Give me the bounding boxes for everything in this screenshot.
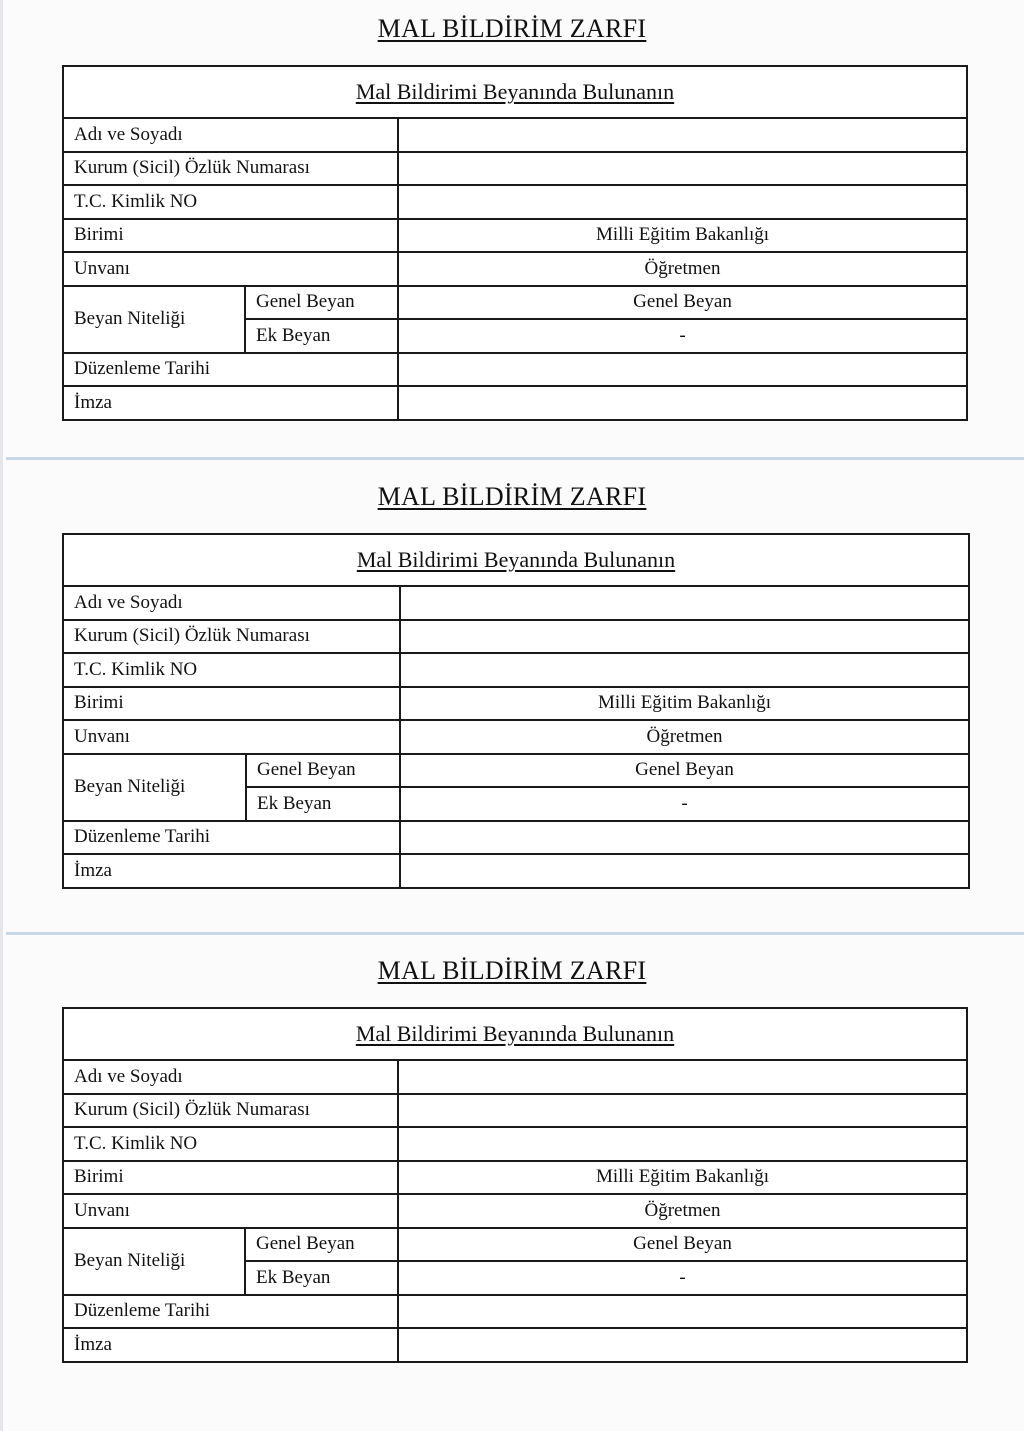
title-value: Öğretmen — [400, 720, 969, 754]
nature-label: Beyan Niteliği — [63, 754, 246, 821]
title-value: Öğretmen — [398, 252, 967, 286]
table-header: Mal Bildirimi Beyanında Bulunanın — [63, 534, 969, 586]
general-value: Genel Beyan — [398, 1228, 967, 1262]
declaration-table — [62, 65, 968, 421]
table-row — [63, 118, 967, 152]
unit-label: Birimi — [63, 1161, 398, 1195]
general-label: Genel Beyan — [246, 754, 400, 788]
title-value: Öğretmen — [398, 1194, 967, 1228]
header-row — [63, 1008, 967, 1060]
general-label: Genel Beyan — [245, 286, 398, 320]
table-row — [63, 286, 967, 320]
name-label: Adı ve Soyadı — [63, 1060, 398, 1094]
registry-label: Kurum (Sicil) Özlük Numarası — [63, 1094, 398, 1128]
table-row — [63, 1094, 967, 1128]
tc-label: T.C. Kimlik NO — [63, 185, 398, 219]
registry-value — [398, 1094, 967, 1128]
signature-value — [398, 1328, 967, 1362]
nature-label: Beyan Niteliği — [63, 286, 245, 353]
table-row — [63, 754, 969, 788]
table-row — [63, 1161, 967, 1195]
signature-label: İmza — [63, 854, 400, 888]
unit-value: Milli Eğitim Bakanlığı — [398, 219, 967, 253]
general-value: Genel Beyan — [398, 286, 967, 320]
table-row — [63, 152, 967, 186]
table-row — [63, 353, 967, 387]
name-value — [400, 586, 969, 620]
section-divider — [6, 932, 1024, 935]
name-label: Adı ve Soyadı — [63, 118, 398, 152]
unit-value: Milli Eğitim Bakanlığı — [398, 1161, 967, 1195]
envelope-title: MAL BİLDİRİM ZARFI — [377, 482, 647, 511]
registry-value — [398, 152, 967, 186]
extra-label: Ek Beyan — [245, 319, 398, 353]
table-header: Mal Bildirimi Beyanında Bulunanın — [63, 66, 967, 118]
section-divider — [6, 457, 1024, 460]
table-row — [63, 586, 969, 620]
title-label: Unvanı — [63, 252, 398, 286]
general-value: Genel Beyan — [400, 754, 969, 788]
table-row — [63, 854, 969, 888]
table-row — [63, 1060, 967, 1094]
table-row — [63, 252, 967, 286]
page-left-edge — [0, 0, 3, 1431]
extra-label: Ek Beyan — [245, 1261, 398, 1295]
extra-value: - — [398, 1261, 967, 1295]
title-label: Unvanı — [63, 1194, 398, 1228]
table-row — [63, 386, 967, 420]
name-value — [398, 1060, 967, 1094]
unit-label: Birimi — [63, 219, 398, 253]
name-label: Adı ve Soyadı — [63, 586, 400, 620]
registry-label: Kurum (Sicil) Özlük Numarası — [63, 152, 398, 186]
signature-label: İmza — [63, 1328, 398, 1362]
envelope-title: MAL BİLDİRİM ZARFI — [377, 956, 647, 985]
envelope-title: MAL BİLDİRİM ZARFI — [377, 14, 647, 43]
tc-value — [398, 185, 967, 219]
tc-value — [400, 653, 969, 687]
date-value — [398, 353, 967, 387]
registry-value — [400, 620, 969, 654]
table-row — [63, 185, 967, 219]
table-row — [63, 1228, 967, 1262]
name-value — [398, 118, 967, 152]
table-row — [63, 219, 967, 253]
general-label: Genel Beyan — [245, 1228, 398, 1262]
tc-label: T.C. Kimlik NO — [63, 1127, 398, 1161]
unit-label: Birimi — [63, 687, 400, 721]
table-row — [63, 1194, 967, 1228]
table-row — [63, 653, 969, 687]
date-label: Düzenleme Tarihi — [63, 353, 398, 387]
table-header: Mal Bildirimi Beyanında Bulunanın — [63, 1008, 967, 1060]
nature-label: Beyan Niteliği — [63, 1228, 245, 1295]
title-label: Unvanı — [63, 720, 400, 754]
tc-value — [398, 1127, 967, 1161]
table-row — [63, 687, 969, 721]
registry-label: Kurum (Sicil) Özlük Numarası — [63, 620, 400, 654]
header-row — [63, 66, 967, 118]
signature-value — [398, 386, 967, 420]
signature-label: İmza — [63, 386, 398, 420]
extra-label: Ek Beyan — [246, 787, 400, 821]
date-value — [400, 821, 969, 855]
table-row — [63, 821, 969, 855]
date-label: Düzenleme Tarihi — [63, 1295, 398, 1329]
extra-value: - — [400, 787, 969, 821]
table-row — [63, 720, 969, 754]
table-row — [63, 1295, 967, 1329]
header-row — [63, 534, 969, 586]
date-value — [398, 1295, 967, 1329]
unit-value: Milli Eğitim Bakanlığı — [400, 687, 969, 721]
table-row — [63, 1328, 967, 1362]
extra-value: - — [398, 319, 967, 353]
table-row — [63, 620, 969, 654]
declaration-table — [62, 1007, 968, 1363]
signature-value — [400, 854, 969, 888]
declaration-table — [62, 533, 970, 889]
table-row — [63, 1127, 967, 1161]
date-label: Düzenleme Tarihi — [63, 821, 400, 855]
tc-label: T.C. Kimlik NO — [63, 653, 400, 687]
